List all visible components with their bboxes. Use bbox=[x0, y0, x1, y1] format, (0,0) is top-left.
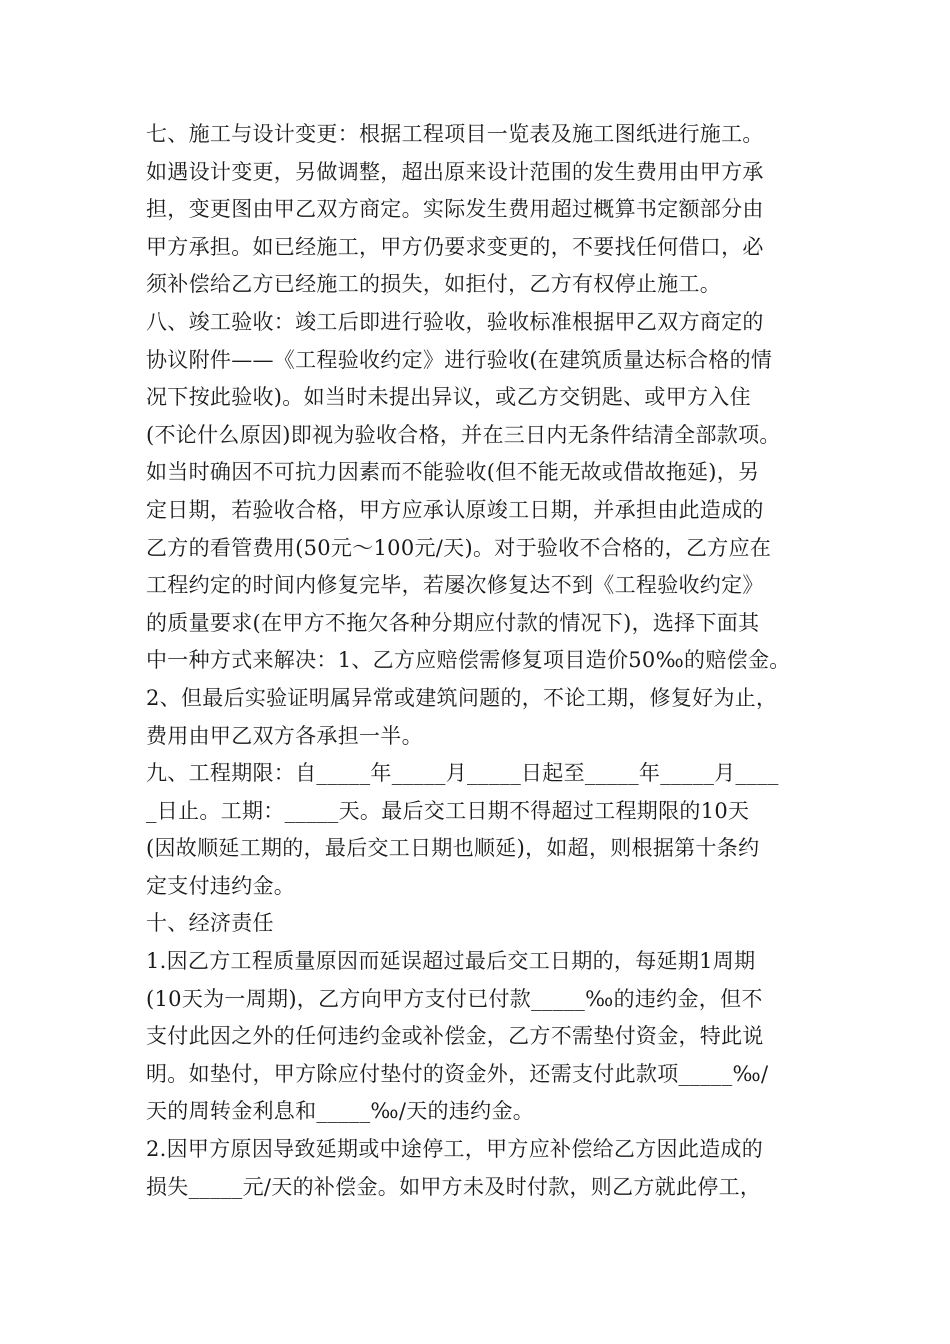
text-line: 十、经济责任 bbox=[146, 911, 274, 936]
text-line: 定支付违约金。 bbox=[146, 873, 296, 898]
text-line: 明。如垫付，甲方除应付垫付的资金外，还需支付此款项_____‰/ bbox=[146, 1061, 769, 1086]
text-line: 2、但最后实验证明属异常或建筑问题的，不论工期，修复好为止， bbox=[146, 685, 778, 710]
text-line: 费用由甲乙双方各承担一半。 bbox=[146, 723, 423, 748]
text-line: 甲方承担。如已经施工，甲方仍要求变更的，不要找任何借口，必 bbox=[146, 234, 764, 259]
text-line: (10天为一周期)，乙方向甲方支付已付款_____‰的违约金，但不 bbox=[146, 986, 763, 1011]
text-line: 乙方的看管费用(50元～100元/天)。对于验收不合格的，乙方应在 bbox=[146, 535, 772, 560]
text-line: 九、工程期限：自_____年_____月_____日起至_____年_____月____ bbox=[146, 761, 779, 786]
text-line: 如当时确因不可抗力因素而不能验收(但不能无故或借故拖延)，另 bbox=[146, 460, 760, 485]
text-line: 损失_____元/天的补偿金。如甲方未及时付款，则乙方就此停工， bbox=[146, 1174, 762, 1199]
text-line: 八、竣工验收：竣工后即进行验收，验收标准根据甲乙双方商定的 bbox=[146, 309, 764, 334]
document-body bbox=[146, 116, 826, 1206]
text-line: 工程约定的时间内修复完毕，若屡次修复达不到《工程验收约定》 bbox=[146, 573, 764, 598]
text-line: (因故顺延工期的，最后交工日期也顺延)，如超，则根据第十条约 bbox=[146, 836, 760, 861]
text-line: 担，变更图由甲乙双方商定。实际发生费用超过概算书定额部分由 bbox=[146, 197, 764, 222]
text-line: 天的周转金利息和_____‰/天的违约金。 bbox=[146, 1099, 535, 1124]
text-line: 协议附件——《工程验收约定》进行验收(在建筑质量达标合格的情 bbox=[146, 347, 773, 372]
text-line: 七、施工与设计变更：根据工程项目一览表及施工图纸进行施工。 bbox=[146, 122, 764, 146]
text-line: 1.因乙方工程质量原因而延误超过最后交工日期的，每延期1周期 bbox=[146, 949, 756, 974]
text-line: 须补偿给乙方已经施工的损失，如拒付，乙方有权停止施工。 bbox=[146, 272, 722, 297]
text-line: (不论什么原因)即视为验收合格，并在三日内无条件结清全部款项。 bbox=[146, 422, 781, 447]
text-line: _日止。工期：_____天。最后交工日期不得超过工程期限的10天 bbox=[146, 798, 750, 823]
text-line: 支付此因之外的任何违约金或补偿金，乙方不需垫付资金，特此说 bbox=[146, 1024, 764, 1049]
text-line: 中一种方式来解决：1、乙方应赔偿需修复项目造价50‰的赔偿金。 bbox=[146, 648, 791, 673]
text-line: 2.因甲方原因导致延期或中途停工，甲方应补偿给乙方因此造成的 bbox=[146, 1137, 764, 1162]
text-line: 况下按此验收)。如当时未提出异议，或乙方交钥匙、或甲方入住 bbox=[146, 385, 751, 410]
text-line: 定日期，若验收合格，甲方应承认原竣工日期，并承担由此造成的 bbox=[146, 497, 764, 522]
text-line: 如遇设计变更，另做调整，超出原来设计范围的发生费用由甲方承 bbox=[146, 159, 764, 184]
text-line: 的质量要求(在甲方不拖欠各种分期应付款的情况下)，选择下面其 bbox=[146, 610, 760, 635]
